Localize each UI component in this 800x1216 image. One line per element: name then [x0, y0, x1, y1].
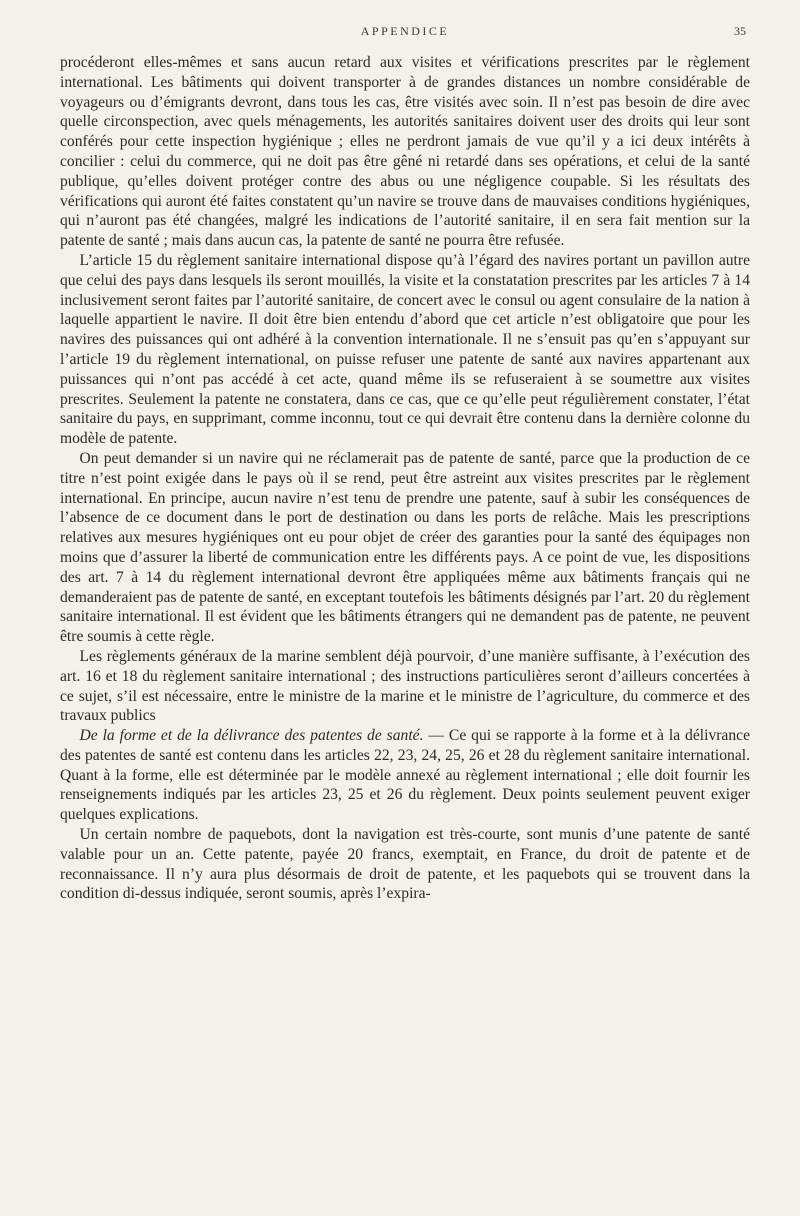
paragraph-reglements-generaux: Les règlements généraux de la marine semblent déjà pourvoir, d’une manière suffisante, à l’exécution des art. 16 et 18 du règlement sanitaire international ; des instructions particulières seront d’ailleurs concertées à ce sujet, s’il est nécessaire, entre le ministre de la marine et le ministre de l’agriculture, du commerce et des travaux publics — [60, 647, 750, 725]
running-title: APPENDICE — [360, 24, 450, 38]
paragraph-paquebots: Un certain nombre de paquebots, dont la navigation est très-courte, sont munis d’une patente de santé valable pour un an. Cette patente, payée 20 francs, exemptait, en France, du droit de patente et de reconnaissance. Il n’y aura plus désormais de droit de patente, et les paquebots qui se trouvent dans la condition di-dessus indiquée, seront soumis, après l’expira- — [60, 826, 750, 903]
body-text — [60, 53, 750, 904]
paragraph-continued: procéderont elles-mêmes et sans aucun retard aux visites et vérifications prescrites par le règlement international. Les bâtiments qui doivent transporter à de grandes distances un nombre considérable de voyageurs ou d’émigrants devront, dans tous les cas, être visités avec soin. Il n’est pas besoin de dire avec quelle circonspection, avec quels ménagements, les autorités sanitaires doivent user des droits qui leur sont conférés pour cette inspection hygiénique ; elles ne perdront jamais de vue qu’il y a ici deux intérêts à concilier : celui du commerce, qui ne doit pas être gêné ni retardé dans ses opérations, et celui de la santé publique, qu’elles doivent protéger contre des abus ou une négligence coupable. Si les résultats des vérifications qui auront été faites constatent qu’un navire se trouve dans de mauvaises conditions hygiéniques, qui n’auront pas été changées, malgré les indications de l’autorité sanitaire, il en sera fait mention sur la patente de santé ; mais dans aucun cas, la patente de santé ne pourra être refusée. — [60, 54, 750, 250]
paragraph-patente-question: On peut demander si un navire qui ne réclamerait pas de patente de santé, parce que la production de ce titre n’est point exigée dans le pays où il se rend, peut être astreint aux visites prescrites par le règlement international. En principe, aucun navire n’est tenu de prendre une patente, sauf à subir les conséquences de l’absence de ce document dans le port de destination ou dans les ports de relâche. Mais les prescriptions relatives aux mesures hygiéniques ont eu pour objet de créer des garanties pour la santé des équipages non moins que d’assurer la liberté de communication entre les différents pays. A ce point de vue, les dispositions des art. 7 à 14 du règlement international devront être appliquées même aux bâtiments français qui ne demanderaient pas de patente de santé, en exceptant toutefois les bâtiments désignés par l’art. 20 du règlement sanitaire international. Il est évident que les bâtiments étrangers qui ne demandent pas de patente, ne peuvent être soumis à cette règle. — [60, 449, 750, 646]
section-text: — Ce qui se rapporte à la forme et à la délivrance des patentes de santé est contenu dans les articles 22, 23, 24, 25, 26 et 28 du règlement sanitaire international. Quant à la forme, elle est déterminée par le modèle annexé au règlement international ; elle doit fournir les renseignements indiqués par les articles 23, 25 et 26 du règlement. Deux points seulement peuvent exiger quelques explications. — [60, 727, 750, 824]
section-heading: De la forme et de la délivrance des patentes de santé. — [79, 727, 424, 745]
section-paragraph — [60, 726, 750, 825]
paragraph-article-15: L’article 15 du règlement sanitaire international dispose qu’à l’égard des navires portant un pavillon autre que celui des pays dans lesquels ils seront mouillés, la visite et la constatation prescrites par les articles 7 à 14 inclusivement seront faites par l’autorité sanitaire, de concert avec le consul ou agent consulaire de la nation à laquelle appartient le navire. Il doit être bien entendu d’abord que cet article n’est obligatoire que pour les navires des puissances qui ont adhéré à la convention internationale. Il ne s’ensuit pas qu’en s’appuyant sur l’article 19 du règlement international, on puisse refuser une patente de santé aux navires appartenant aux puissances qui n’ont pas accédé à cet acte, quand même ils se refuseraient à se soumettre aux visites prescrites. Seulement la patente ne constatera, dans ce cas, que ce qu’elle peut régulièrement constater, l’état sanitaire du pays, en supprimant, comme inconnu, tout ce qui devrait être contenu dans la dernière colonne du modèle de patente. — [60, 251, 750, 448]
page-header — [64, 24, 746, 44]
page-number: 35 — [734, 24, 746, 38]
